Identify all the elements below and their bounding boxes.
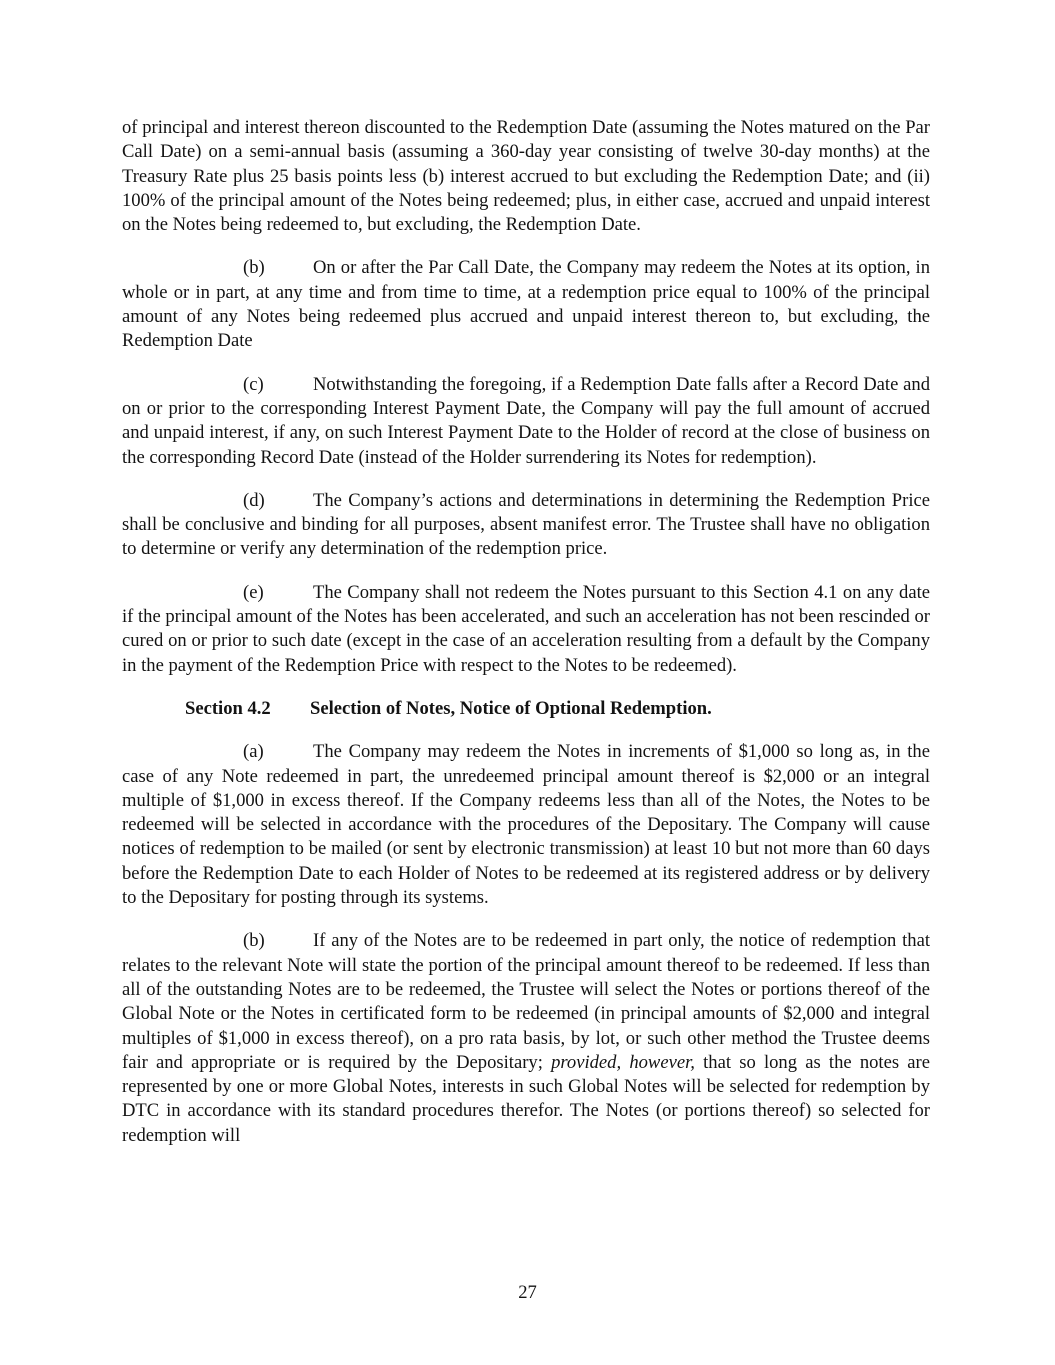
paragraph [122, 929, 930, 1148]
text-run: If any of the Notes are to be redeemed in part only, the notice of redemption that relates to the relevant Note will state the portion of the principal amount thereof to be redeemed. If less than all of the outstanding Notes are to be redeemed, the Trustee will select the Notes or portions thereof of the Global Note or the Notes in certificated form to be redeemed (in principal amounts of $2,000 and integral multiples of $1,000 in excess thereof), on a pro rata basis, by lot, or such other method the Trustee deems fair and appropriate or is required by the Depositary; [122, 930, 930, 1073]
paragraph-label: (d) [243, 489, 265, 511]
text-run: On or after the Par Call Date, the Company may redeem the Notes at its option, in whole or in part, at any time and from time to time, at a redemption price equal to 100% of the principal amount of any Notes being redeemed plus accrued and unpaid interest thereon to, but excluding, the Redemption Date [122, 257, 930, 352]
text-run: Notwithstanding the foregoing, if a Redemption Date falls after a Record Date and on or prior to the corresponding Interest Payment Date, the Company will pay the full amount of accrued and unpaid interest, if any, on such Interest Payment Date to the Holder of record at the close of business on the corresponding Record Date (instead of the Holder surrendering its Notes for redemption). [122, 373, 930, 468]
paragraph-label: (c) [243, 373, 264, 395]
paragraph [122, 256, 930, 353]
paragraph [122, 740, 930, 910]
text-run: The Company may redeem the Notes in increments of $1,000 so long as, in the case of any Note redeemed in part, the unredeemed principal amount thereof is $2,000 or an integral multiple of $1,000 in excess thereof. If the Company redeems less than all of the Notes, the Notes to be redeemed will be selected in accordance with the procedures of the Depositary. The Company will cause notices of redemption to be mailed (or sent by electronic transmission) at least 10 but not more than 60 days before the Redemption Date to each Holder of Notes to be redeemed at its registered address or by delivery to the Depositary for posting through its systems. [122, 741, 930, 909]
paragraph [122, 373, 930, 470]
page-number: 27 [518, 1282, 537, 1303]
paragraph-label: (b) [243, 257, 265, 279]
text-run: The Company’s actions and determinations in determining the Redemption Price shall be conclusive and binding for all purposes, absent manifest error. The Trustee shall have no obligation to determine or verify any determination of the redemption price. [122, 489, 930, 560]
paragraph-label: (b) [243, 930, 265, 952]
section-title: Selection of Notes, Notice of Optional Redemption. [310, 697, 712, 719]
paragraph [122, 581, 930, 678]
italic-text: provided, however, [551, 1051, 695, 1073]
text-run: The Company shall not redeem the Notes pursuant to this Section 4.1 on any date if the principal amount of the Notes has been accelerated, and such an acceleration has not been rescinded or cured on or prior to such date (except in the case of an acceleration resulting from a default by the Company in the payment of the Redemption Price with respect to the Notes to be redeemed). [122, 581, 930, 676]
text-run: that so long as the notes are represented by one or more Global Notes, interests in such Global Notes will be selected for redemption by DTC in accordance with its standard procedures therefor. The Notes (or portions thereof) so selected for redemption will [122, 1051, 930, 1146]
section-heading [122, 697, 930, 721]
paragraph-label: (e) [243, 581, 264, 603]
document-body [122, 116, 930, 1167]
section-number: Section 4.2 [185, 697, 271, 719]
paragraph [122, 489, 930, 562]
paragraph [122, 116, 930, 237]
text-run: of principal and interest thereon discounted to the Redemption Date (assuming the Notes matured on the Par Call Date) on a semi-annual basis (assuming a 360-day year consisting of twelve 30-day months) at the Treasury Rate plus 25 basis points less (b) interest accrued to but excluding the Redemption Date; and (ii) 100% of the principal amount of the Notes being redeemed; plus, in either case, accrued and unpaid interest on the Notes being redeemed to, but excluding, the Redemption Date. [122, 117, 930, 236]
paragraph-label: (a) [243, 741, 264, 763]
